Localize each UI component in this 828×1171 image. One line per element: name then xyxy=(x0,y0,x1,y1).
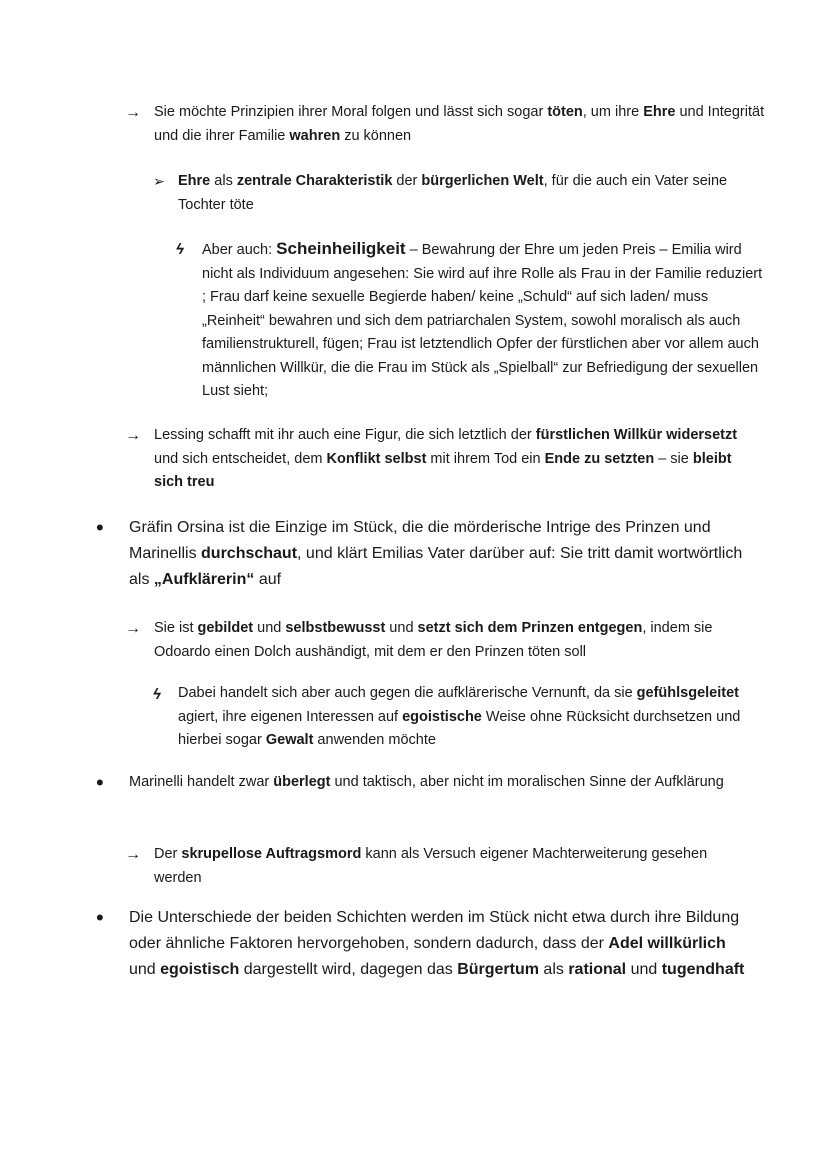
bolt-point-orsina-reason xyxy=(153,682,753,753)
text-run: Weise ohne Rücksicht durchsetzen und hierbei sogar xyxy=(178,708,741,748)
bold-text: zentrale Charakteristik xyxy=(236,173,393,189)
bold-text: skrupellose Auftragsmord xyxy=(181,846,362,862)
text-run: , für die auch ein Vater seine Tochter töte xyxy=(178,173,728,213)
bullet-point-orsina xyxy=(96,515,756,593)
text-run: als xyxy=(210,173,237,189)
arrow-point-emilia-morals xyxy=(125,101,765,148)
triangle-bullet-icon: ➢ xyxy=(153,173,165,189)
text-run: der xyxy=(392,173,422,189)
text-run: dargestellt wird, dagegen das xyxy=(239,961,458,978)
text-run: als xyxy=(538,961,569,978)
block-text xyxy=(178,682,753,753)
block-text xyxy=(154,424,745,495)
block-text xyxy=(129,771,736,795)
bold-text: „Aufklärerin“ xyxy=(153,571,255,588)
arrow-point-murder xyxy=(125,843,745,890)
bold-text: egoistische xyxy=(402,708,482,725)
bold-text: tugendhaft xyxy=(661,961,745,978)
text-run: zu können xyxy=(340,127,412,144)
bolt-point-hypocrisy xyxy=(176,237,766,404)
bullet-point-marinelli xyxy=(96,771,736,795)
bold-text: bürgerlichen Welt xyxy=(421,173,544,189)
arrow-icon: → xyxy=(125,427,141,444)
bold-text: wahren xyxy=(289,127,341,144)
bold-text: Adel willkürlich xyxy=(608,935,726,952)
text-run: und xyxy=(253,620,286,636)
block-text xyxy=(202,237,766,404)
block-text xyxy=(154,101,765,148)
arrow-icon: → xyxy=(125,620,141,637)
bullet-icon: • xyxy=(96,515,104,540)
bullet-icon: • xyxy=(96,905,104,930)
text-run: Marinelli handelt zwar xyxy=(129,774,274,790)
bold-text: gebildet xyxy=(197,620,254,636)
bold-text: Bürgertum xyxy=(457,961,539,978)
text-run: kann als Versuch eigener Machterweiterung gesehen werden xyxy=(154,846,708,886)
block-text xyxy=(178,170,765,217)
triangle-point-honor xyxy=(153,170,765,217)
lightning-icon: ϟ xyxy=(176,241,184,258)
bold-text: durchschaut xyxy=(201,545,298,562)
text-run: Sie möchte Prinzipien ihrer Moral folgen und lässt sich sogar xyxy=(154,104,548,120)
bold-text: egoistisch xyxy=(160,961,240,978)
block-text xyxy=(154,617,745,664)
text-run: und sich entscheidet, dem xyxy=(154,450,327,467)
text-run: Dabei handelt sich aber auch gegen die aufklärerische Vernunft, da sie xyxy=(178,685,637,701)
text-run: , und klärt Emilias Vater darüber auf: Sie tritt damit wortwörtlich als xyxy=(129,545,743,588)
block-text xyxy=(129,515,756,593)
text-run: Der xyxy=(154,846,182,862)
bullet-icon: • xyxy=(96,770,104,795)
text-run: Gräfin Orsina ist die Einzige im Stück, die die mörderische Intrige des Prinzen und Marinellis xyxy=(129,519,711,562)
text-run: und xyxy=(626,961,662,978)
text-run: Die Unterschiede der beiden Schichten werden im Stück nicht etwa durch ihre Bildung oder ähnliche Faktoren hervorgehoben, sondern dadurch, dass der xyxy=(129,909,740,952)
text-run: Aber auch: xyxy=(202,242,277,258)
text-run: , indem sie Odoardo einen Dolch aushändigt, mit dem er den Prinzen töten soll xyxy=(154,620,713,660)
bold-text: rational xyxy=(568,961,627,978)
bold-text: überlegt xyxy=(273,774,331,790)
block-text xyxy=(129,905,746,983)
bold-text: töten xyxy=(547,104,583,120)
lightning-icon: ϟ xyxy=(153,686,161,703)
block-text xyxy=(154,843,745,890)
bold-text: gefühlsgeleitet xyxy=(636,685,739,701)
bold-text: fürstlichen Willkür widersetzt xyxy=(535,427,738,443)
arrow-icon: → xyxy=(125,104,141,121)
bold-text: setzt sich dem Prinzen entgegen xyxy=(417,620,643,636)
text-run: und taktisch, aber nicht im moralischen Sinne der Aufklärung xyxy=(330,774,724,790)
text-run: und xyxy=(129,961,161,978)
bold-text: selbstbewusst xyxy=(285,620,386,636)
text-run: und xyxy=(385,620,418,636)
bold-text: Konflikt selbst xyxy=(326,450,427,467)
bold-text: Ehre xyxy=(643,104,676,120)
arrow-point-orsina-educated xyxy=(125,617,745,664)
text-run: mit ihrem Tod ein xyxy=(426,450,545,467)
bold-text: Ehre xyxy=(178,173,211,189)
text-run: anwenden möchte xyxy=(313,732,436,748)
text-run: , um ihre xyxy=(582,104,644,120)
bold-text: bleibt sich treu xyxy=(154,450,732,490)
text-run: agiert, ihre eigenen Interessen auf xyxy=(178,708,403,725)
bold-text: Ende zu setzten xyxy=(544,450,655,467)
text-run: und Integrität und die ihrer Familie xyxy=(154,104,765,144)
bold-text: Scheinheiligkeit xyxy=(276,239,406,258)
bullet-point-classes xyxy=(96,905,746,983)
text-run: auf xyxy=(254,571,282,588)
text-run: Sie ist xyxy=(154,620,198,636)
arrow-point-lessing-figure xyxy=(125,424,745,495)
text-run: – sie xyxy=(654,450,693,467)
text-run: – Bewahrung der Ehre um jeden Preis – Emilia wird nicht als Individuum angesehen: Sie wird auf ihre Rolle als Frau in der Familie reduziert ; Frau darf keine sexuelle Begierde haben/ keine „Schuld“ auf sich laden/ muss „Reinheit“ bewahren und sich dem patriarchalen System, sowohl moralisch als auch familienstrukturell, fügen; Frau ist letztendlich Opfer der fürstlichen aber vor allem auch männlichen Willkür, die die Frau im Stück als „Spielball“ zur Befriedigung der sexuellen Lust sieht; xyxy=(202,242,763,399)
bold-text: Gewalt xyxy=(265,732,314,748)
arrow-icon: → xyxy=(125,846,141,863)
text-run: Lessing schafft mit ihr auch eine Figur, die sich letztlich der xyxy=(154,427,536,443)
